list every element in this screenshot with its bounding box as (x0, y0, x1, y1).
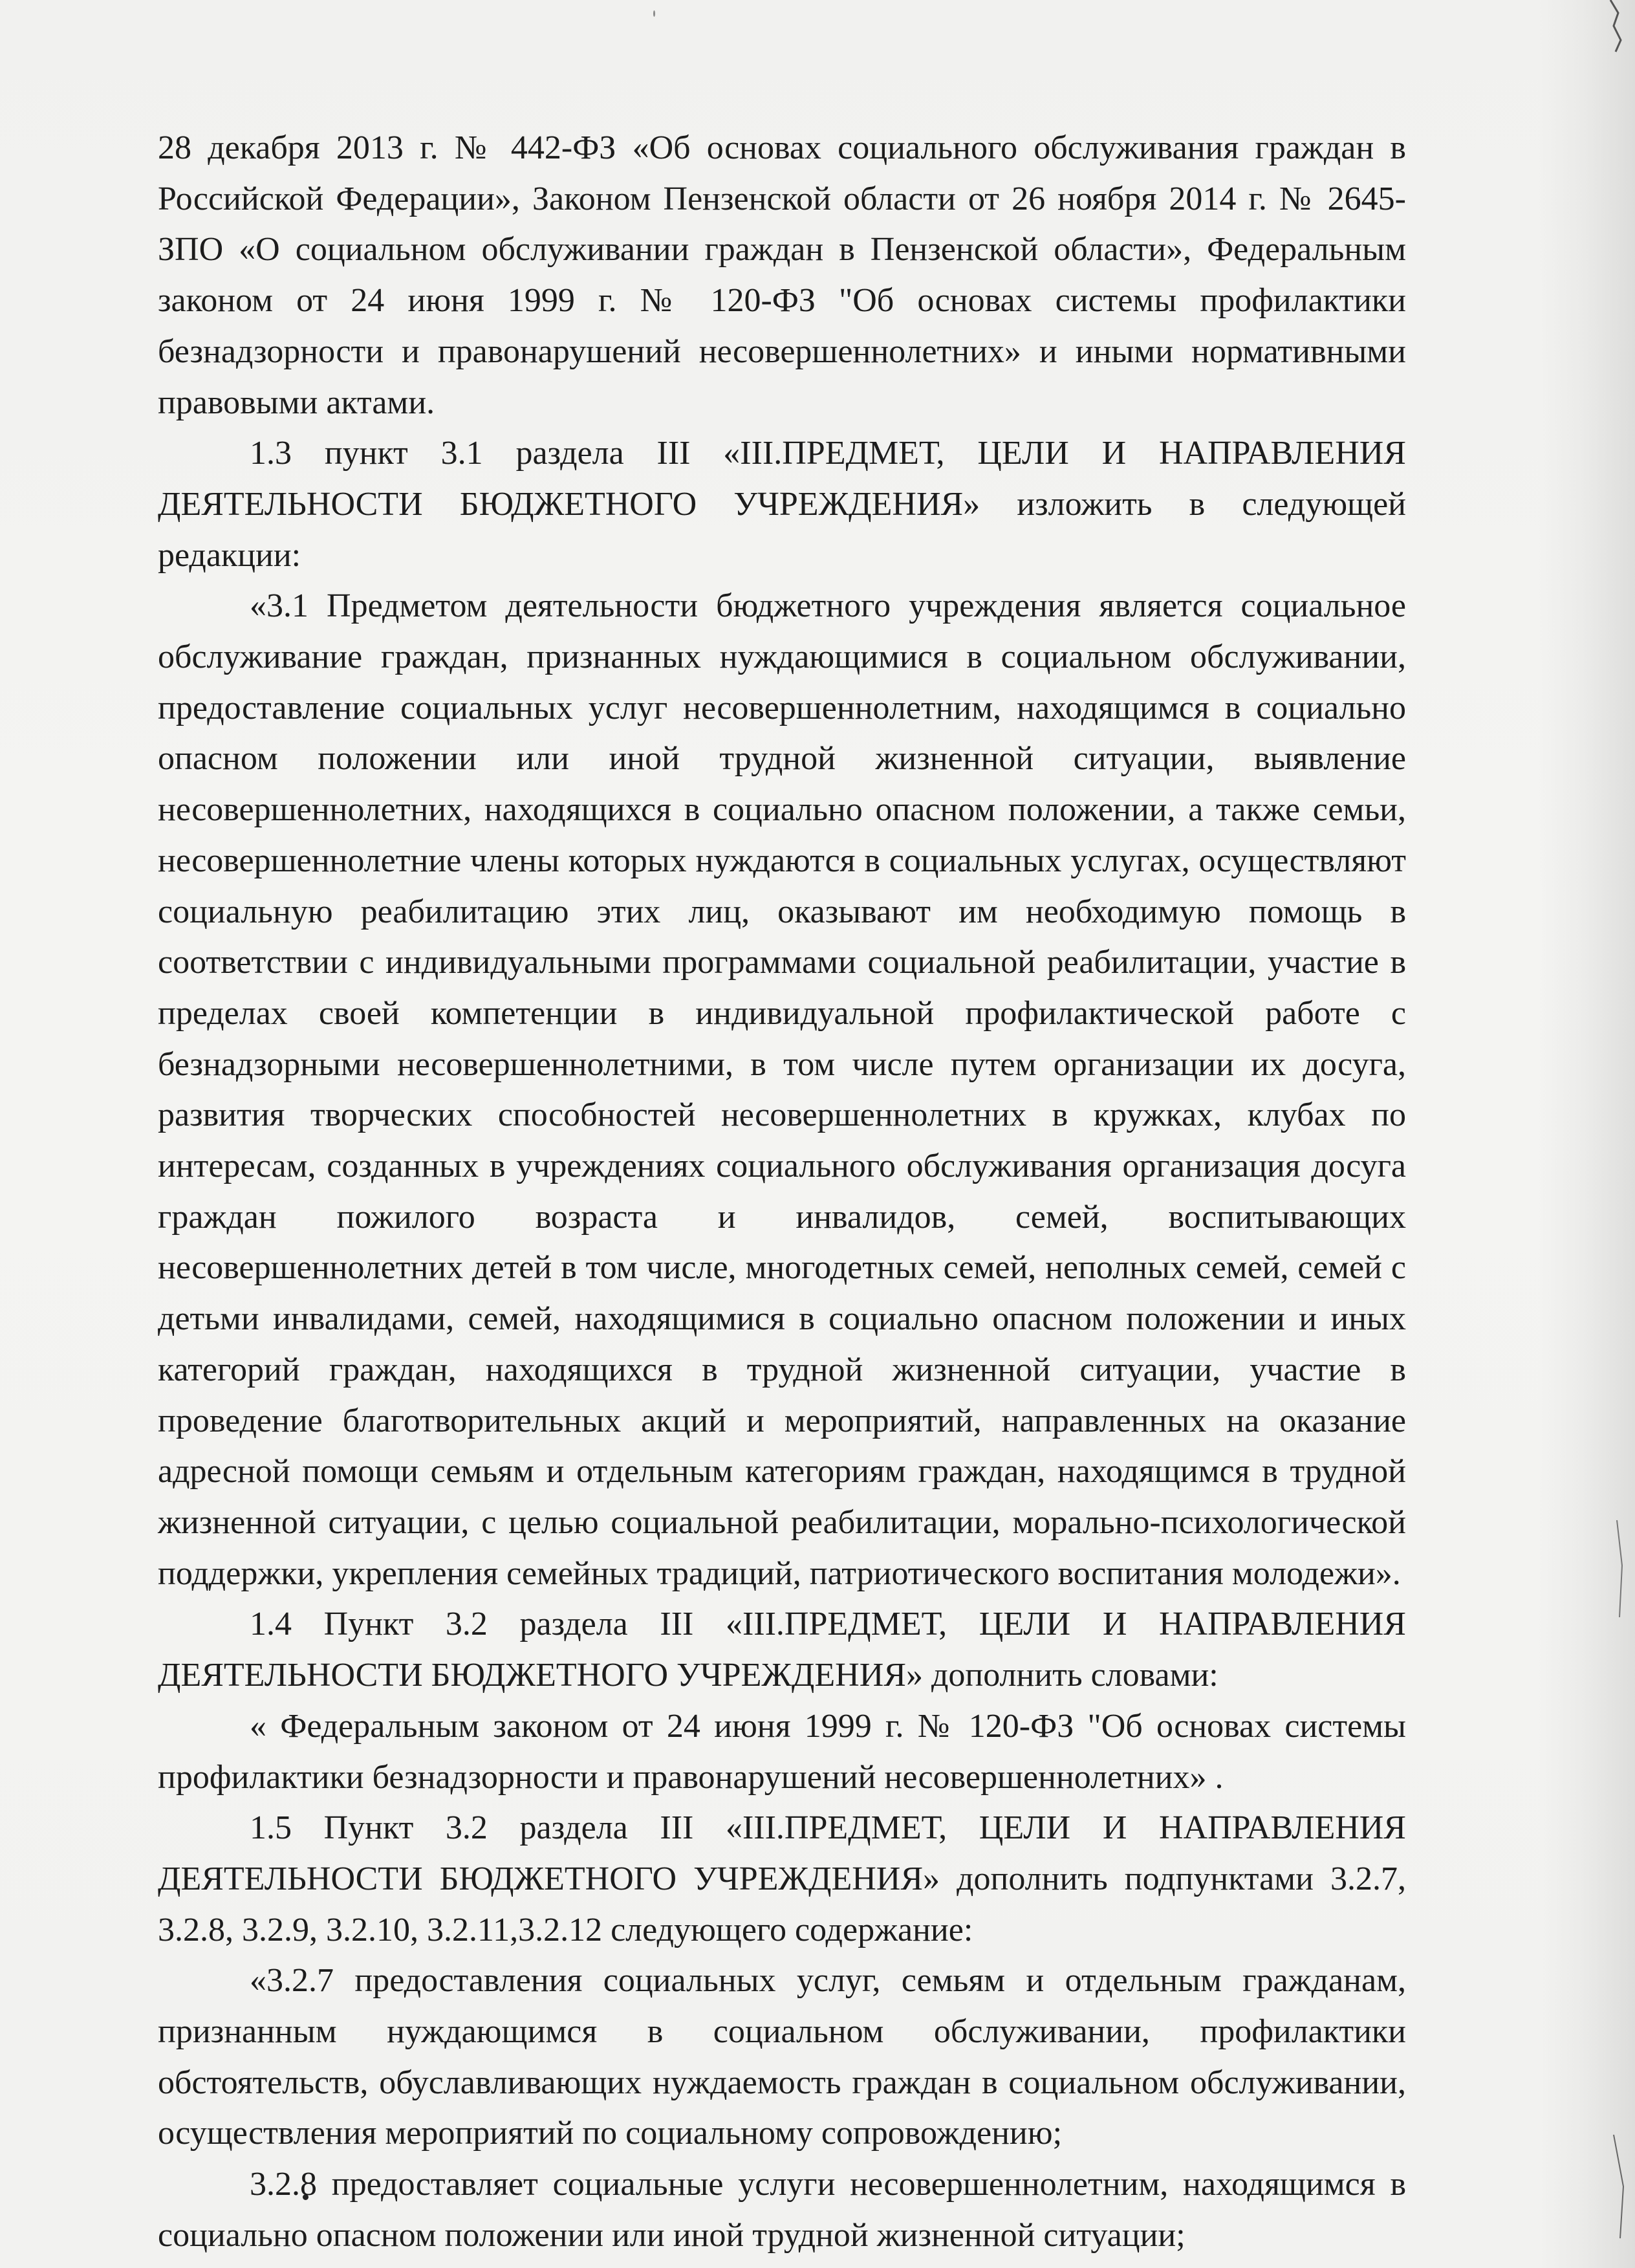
document-body (158, 123, 1406, 2262)
paragraph-item-1-3: 1.3 пункт 3.1 раздела III «III.ПРЕДМЕТ, ЦЕЛИ И НАПРАВЛЕНИЯ ДЕЯТЕЛЬНОСТИ БЮДЖЕТНОГО УЧРЕЖДЕНИЯ» изложить в следующей редакции: (158, 435, 1406, 574)
paragraph-federal-law-quote: « Федеральным законом от 24 июня 1999 г. № 120-ФЗ "Об основах системы профилактики безнадзорности и правонарушений несовершеннолетних» . (158, 1707, 1406, 1796)
paragraph-item-3-2-8: 3.2.8 предоставляет социальные услуги несовершеннолетним, находящимся в социально опасном положении или иной трудной жизненной ситуации; (158, 2166, 1406, 2254)
scan-edge-marks (1591, 0, 1630, 2268)
paragraph-item-1-4: 1.4 Пункт 3.2 раздела III «III.ПРЕДМЕТ, ЦЕЛИ И НАПРАВЛЕНИЯ ДЕЯТЕЛЬНОСТИ БЮДЖЕТНОГО УЧРЕЖДЕНИЯ» дополнить словами: (158, 1606, 1406, 1694)
paragraph-item-3-1: «3.1 Предметом деятельности бюджетного учреждения является социальное обслуживание граждан, признанных нуждающимися в социальном обслуживании, предоставление социальных услуг несовершеннолетним, находящимся в социально опасном положении или иной трудной жизненной ситуации, выявление несовершеннолетних, находящихся в социально опасном положении, а также семьи, несовершеннолетние члены которых нуждаются в социальных услугах, осуществляют социальную реабилитацию этих лиц, оказывают им необходимую помощь в соответствии с индивидуальными программами социальной реабилитации, участие в пределах своей компетенции в индивидуальной профилактической работе с безнадзорными несовершеннолетними, в том числе путем организации их досуга, развития творческих способностей несовершеннолетних в кружках, клубах по интересам, созданных в учреждениях социального обслуживания организация досуга граждан пожилого возраста и инвалидов, семей, воспитывающих несовершеннолетних детей в том числе, многодетных семей, неполных семей, семей с детьми инвалидами, семей, находящимися в социально опасном положении и иных категорий граждан, находящихся в трудной жизненной ситуации, участие в проведение благотворительных акций и мероприятий, направленных на оказание адресной помощи семьям и отдельным категориям граждан, находящимся в трудной жизненной ситуации, с целью социальной реабилитации, морально-психологической поддержки, укрепления семейных традиций, патриотического воспитания молодежи». (158, 587, 1406, 1592)
paragraph-item-1-5: 1.5 Пункт 3.2 раздела III «III.ПРЕДМЕТ, ЦЕЛИ И НАПРАВЛЕНИЯ ДЕЯТЕЛЬНОСТИ БЮДЖЕТНОГО УЧРЕЖДЕНИЯ» дополнить подпунктами 3.2.7, 3.2.8, 3.2.9, 3.2.10, 3.2.11,3.2.12 следующего содержание: (158, 1809, 1406, 1948)
paragraph-item-3-2-7: «3.2.7 предоставления социальных услуг, семьям и отдельным гражданам, признанным нуждающимся в социальном обслуживании, профилактики обстоятельств, обуславливающих нуждаемость граждан в социальном обслуживании, осуществления мероприятий по социальному сопровождению; (158, 1962, 1406, 2152)
scan-dust-speck (653, 10, 655, 17)
paragraph-continuation: 28 декабря 2013 г. № 442-ФЗ «Об основах социального обслуживания граждан в Российской Федерации», Законом Пензенской области от 26 ноября 2014 г. № 2645-ЗПО «О социальном обслуживании граждан в Пензенской области», Федеральным законом от 24 июня 1999 г. № 120-ФЗ "Об основах системы профилактики безнадзорности и правонарушений несовершеннолетних» и иными нормативными правовыми актами. (158, 129, 1406, 421)
